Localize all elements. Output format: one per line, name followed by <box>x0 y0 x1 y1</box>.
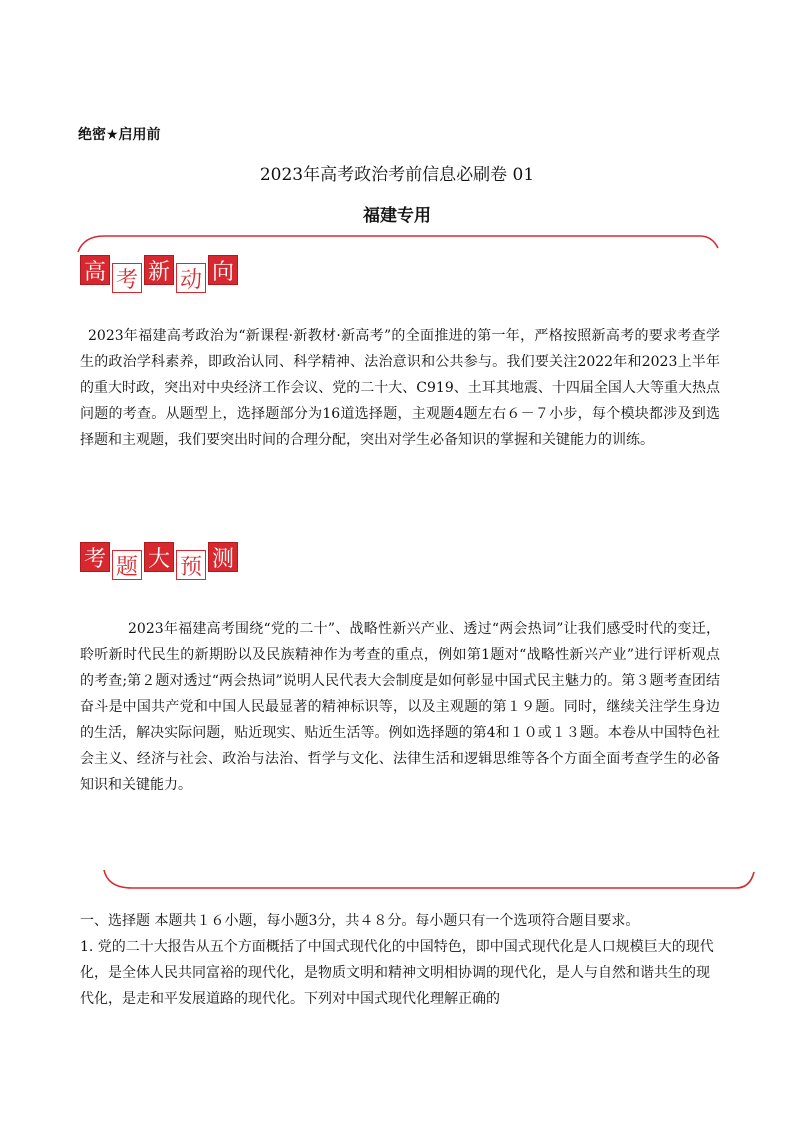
page-title: 2023年高考政治考前信息必刷卷 01 <box>259 165 535 185</box>
section-trends-body <box>80 323 720 453</box>
section-instructions: 一、选择题 本题共１６小题，每小题3分，共４８分。每小题只有一个选项符合题目要求。 <box>80 913 640 929</box>
banner-char: 高 <box>80 255 110 285</box>
banner-char: 预 <box>176 550 206 580</box>
page-subtitle: 福建专用 <box>363 206 431 226</box>
banner-char: 测 <box>208 542 238 572</box>
section-banner-trends <box>80 255 238 293</box>
paragraph: 2023年福建高考政治为“新课程·新教材·新高考”的全面推进的第一年，严格按照新高考的要求考查学生的政治学科素养，即政治认同、科学精神、法治意识和公共参与。我们要关注2022年和2023上半年的重大时政，突出对中央经济工作会议、党的二十大、C919、土耳其地震、十四届全国人大等重大热点问题的考查。从题型上，选择题部分为16道选择题，主观题4题左右６－７小步，每个模块都涉及到选择题和主观题，我们要突出时间的合理分配，突出对学生必备知识的掌握和关键能力的训练。 <box>80 328 720 448</box>
question-1: 1. 党的二十大报告从五个方面概括了中国式现代化的中国特色，即中国式现代化是人口规模巨大的现代化，是全体人民共同富裕的现代化，是物质文明和精神文明相协调的现代化，是人与自然和谐共生的现代化，是走和平发展道路的现代化。下列对中国式现代化理解正确的 <box>80 939 714 1007</box>
banner-char: 大 <box>144 542 174 572</box>
question-section <box>80 908 720 1012</box>
banner-char: 新 <box>144 255 174 285</box>
banner-char: 动 <box>176 263 206 293</box>
section-banner-prediction <box>80 542 238 580</box>
section-prediction-body <box>80 616 720 798</box>
confidential-label: 绝密★启用前 <box>78 127 161 143</box>
banner-char: 向 <box>208 255 238 285</box>
paragraph: 2023年福建高考围绕“党的二十”、战略性新兴产业、透过“两会热词”让我们感受时代的变迁，聆听新时代民生的新期盼以及民族精神作为考查的重点，例如第1题对“战略性新兴产业”进行评析观点 的考查;第２题对透过“两会热词”说明人民代表大会制度是如何彰显中国式民主魅力的。第３题考查团结奋斗是中国共产党和中国人民最显著的精神标识等，以及主观题的第１９题。同时，继续关注学生身边的生活，解决实际问题，贴近现实、贴近生活等。例如选择题的第4和１０或１３题。本卷从中国特色社会主义、经济与社会、政治与法治、哲学与文化、法律生活和逻辑思维等各个方面全面考查学生的必备知识和关键能力。 <box>80 621 720 793</box>
banner-char: 考 <box>112 263 142 293</box>
banner-char: 题 <box>112 550 142 580</box>
banner-char: 考 <box>80 542 110 572</box>
